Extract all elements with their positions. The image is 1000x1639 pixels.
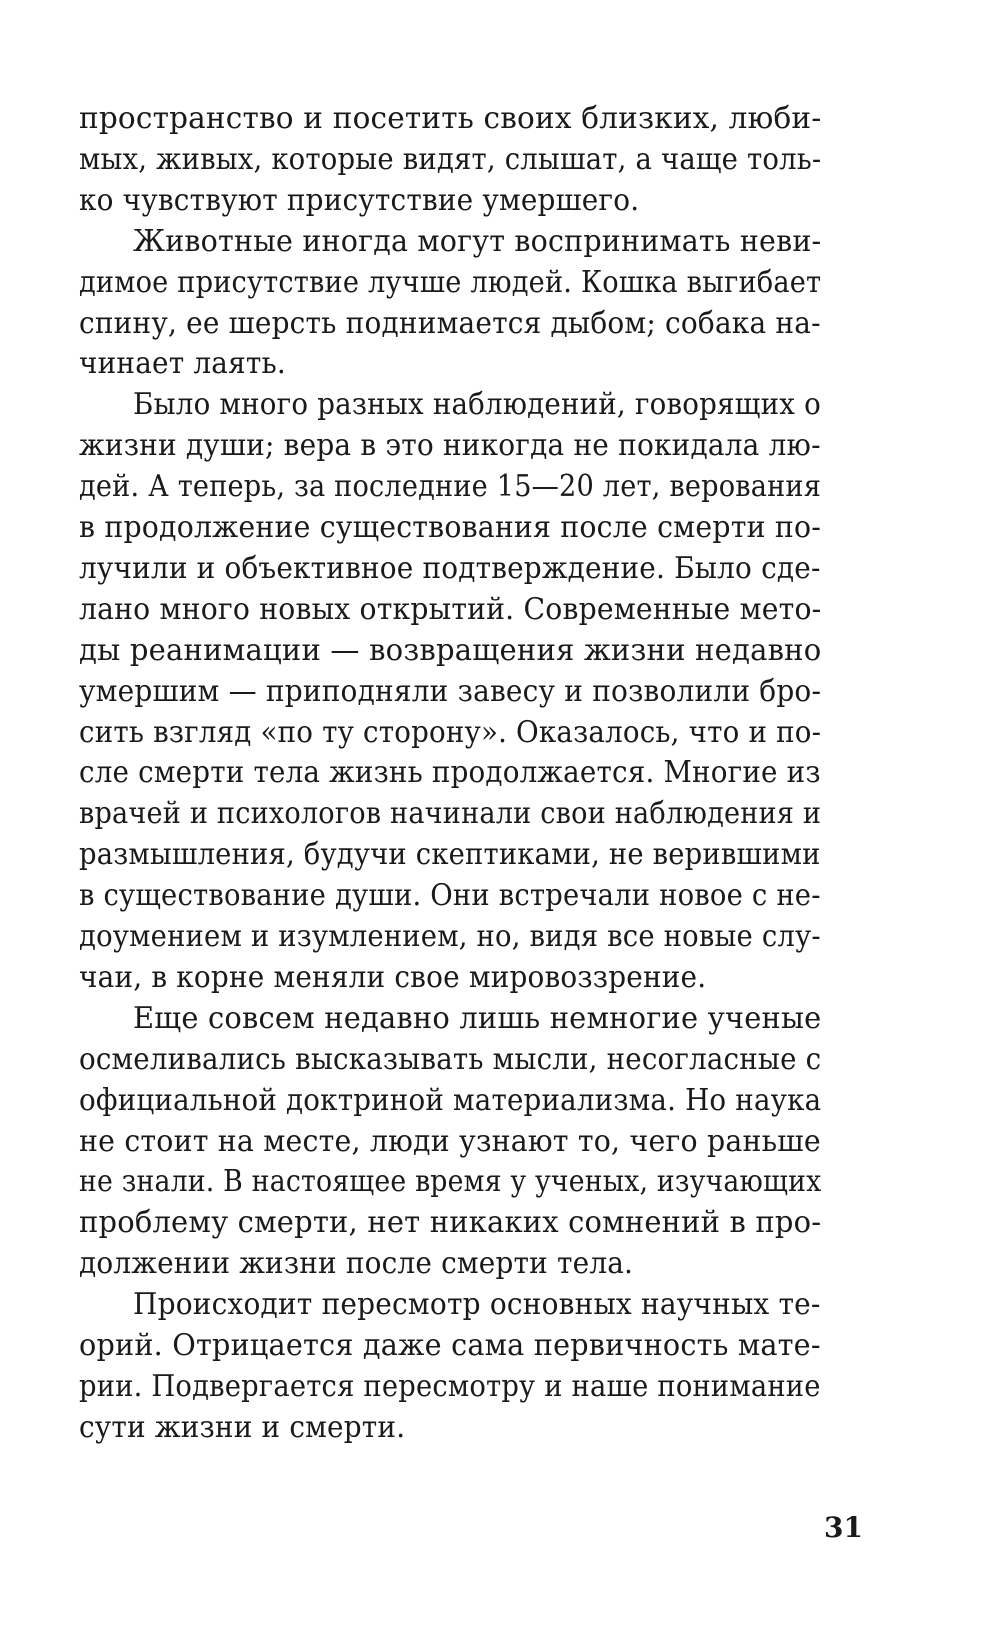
text-line: в продолжение существования после смерти по- [79, 510, 821, 545]
text-line: мых, живых, которые видят, слышат, а чаще толь- [79, 141, 822, 177]
text-line: рии. Подвергается пересмотру и наше понимание [79, 1368, 821, 1404]
text-line: димое присутствие лучше людей. Кошка выгибает [79, 264, 822, 300]
text-line: лучили и объективное подтверждение. Было сде- [79, 550, 821, 586]
paragraph-first-line: Еще совсем недавно лишь немногие ученые [133, 1000, 822, 1036]
paragraph-first-line: Происходит пересмотр основных научных те- [133, 1287, 821, 1323]
paragraph-first-line: Было много разных наблюдений, говорящих о [133, 387, 821, 423]
text-line: проблему смерти, нет никаких сомнений в про- [79, 1205, 822, 1241]
text-line: чинает лаять. [79, 346, 286, 382]
text-line: должении жизни после смерти тела. [79, 1246, 634, 1282]
text-line: ко чувствуют присутствие умершего. [79, 182, 640, 218]
text-line: чаи, в корне меняли свое мировоззрение. [79, 959, 707, 995]
text-line: доумением и изумлением, но, видя все новые слу- [79, 919, 821, 954]
text-line: ды реанимации — возвращения жизни недавно [79, 632, 822, 668]
page-number: 31 [824, 1511, 863, 1544]
text-line: не стоит на месте, люди узнают то, чего раньше [79, 1123, 821, 1159]
paragraph-first-line: Животные иногда могут воспринимать неви- [133, 223, 822, 259]
text-line: сить взгляд «по ту сторону». Оказалось, что и по- [79, 714, 822, 750]
text-line: официальной доктриной материализма. Но наука [79, 1082, 822, 1118]
text-line: сути жизни и смерти. [79, 1409, 406, 1445]
text-line: дей. А теперь, за последние 15—20 лет, верования [79, 469, 822, 505]
text-line: сле смерти тела жизнь продолжается. Многие из [79, 755, 821, 791]
text-line: осмеливались высказывать мысли, несогласные с [79, 1041, 822, 1077]
text-line: размышления, будучи скептиками, не верившими [79, 837, 821, 873]
text-line: орий. Отрицается даже сама первичность мате- [79, 1328, 821, 1363]
text-line: жизни души; вера в это никогда не покидала лю- [79, 428, 821, 464]
text-line: умершим — приподняли завесу и позволили бро- [79, 673, 822, 709]
text-line: спину, ее шерсть поднимается дыбом; собака на- [79, 305, 821, 341]
text-line: не знали. В настоящее время у ученых, изучающих [79, 1164, 822, 1200]
text-line: лано много новых открытий. Современные мето- [79, 591, 822, 627]
text-line: в существование души. Они встречали новое с не- [79, 878, 821, 914]
text-line: врачей и психологов начинали свои наблюдения и [79, 796, 822, 832]
text-line: пространство и посетить своих близких, люби- [79, 101, 822, 136]
